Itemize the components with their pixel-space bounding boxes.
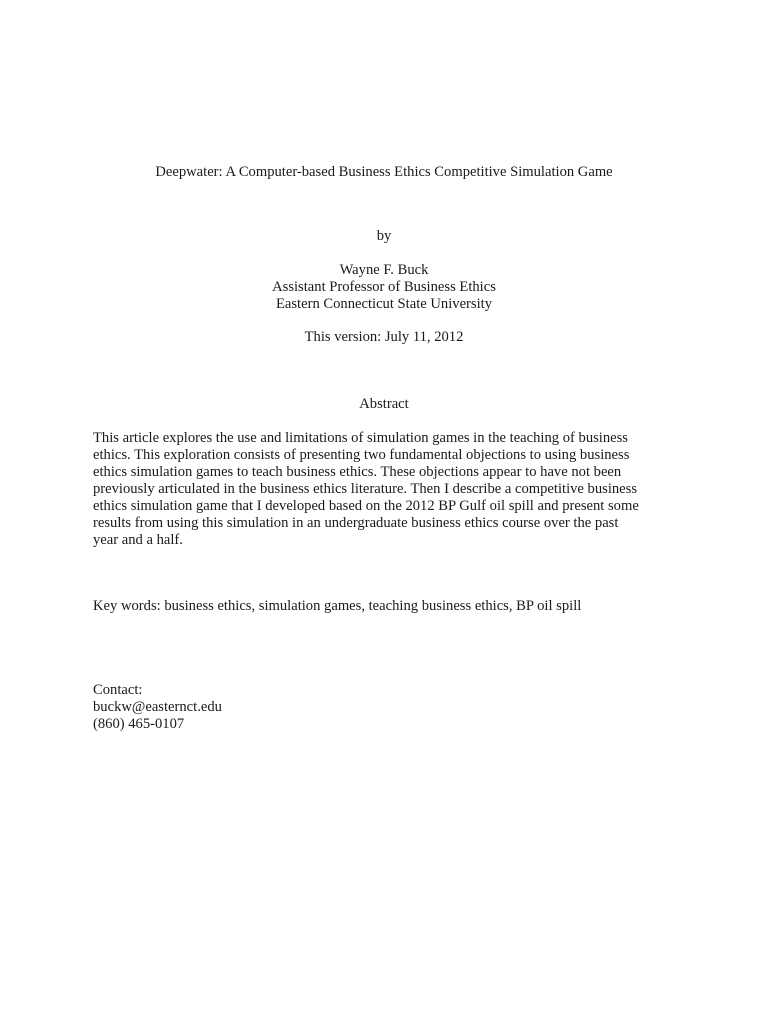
abstract-body <box>93 430 683 549</box>
author-name: Wayne F. Buck <box>339 262 429 278</box>
abstract-line: This article explores the use and limitations of simulation games in the teaching of business <box>93 430 628 446</box>
contact-block <box>93 682 222 733</box>
abstract-line: year and a half. <box>93 532 183 548</box>
contact-email[interactable]: buckw@easternct.edu <box>93 699 222 715</box>
abstract-line: results from using this simulation in an undergraduate business ethics course over the past <box>93 515 619 531</box>
paper-title: Deepwater: A Computer-based Business Ethics Competitive Simulation Game <box>155 164 613 180</box>
keywords: Key words: business ethics, simulation games, teaching business ethics, BP oil spill <box>93 598 582 614</box>
contact-label: Contact: <box>93 682 143 698</box>
abstract-heading: Abstract <box>359 396 409 412</box>
author-position: Assistant Professor of Business Ethics <box>272 279 496 295</box>
version-date: This version: July 11, 2012 <box>304 329 464 345</box>
abstract-line: previously articulated in the business ethics literature. Then I describe a competitive business <box>93 481 638 497</box>
abstract-line: ethics. This exploration consists of presenting two fundamental objections to using business <box>93 447 630 463</box>
abstract-line: ethics simulation game that I developed based on the 2012 BP Gulf oil spill and present some <box>93 498 639 514</box>
abstract-line: ethics simulation games to teach business ethics. These objections appear to have not been <box>93 464 622 480</box>
author-institution: Eastern Connecticut State University <box>275 296 492 312</box>
contact-phone: (860) 465-0107 <box>93 716 185 732</box>
by-line: by <box>376 228 392 244</box>
